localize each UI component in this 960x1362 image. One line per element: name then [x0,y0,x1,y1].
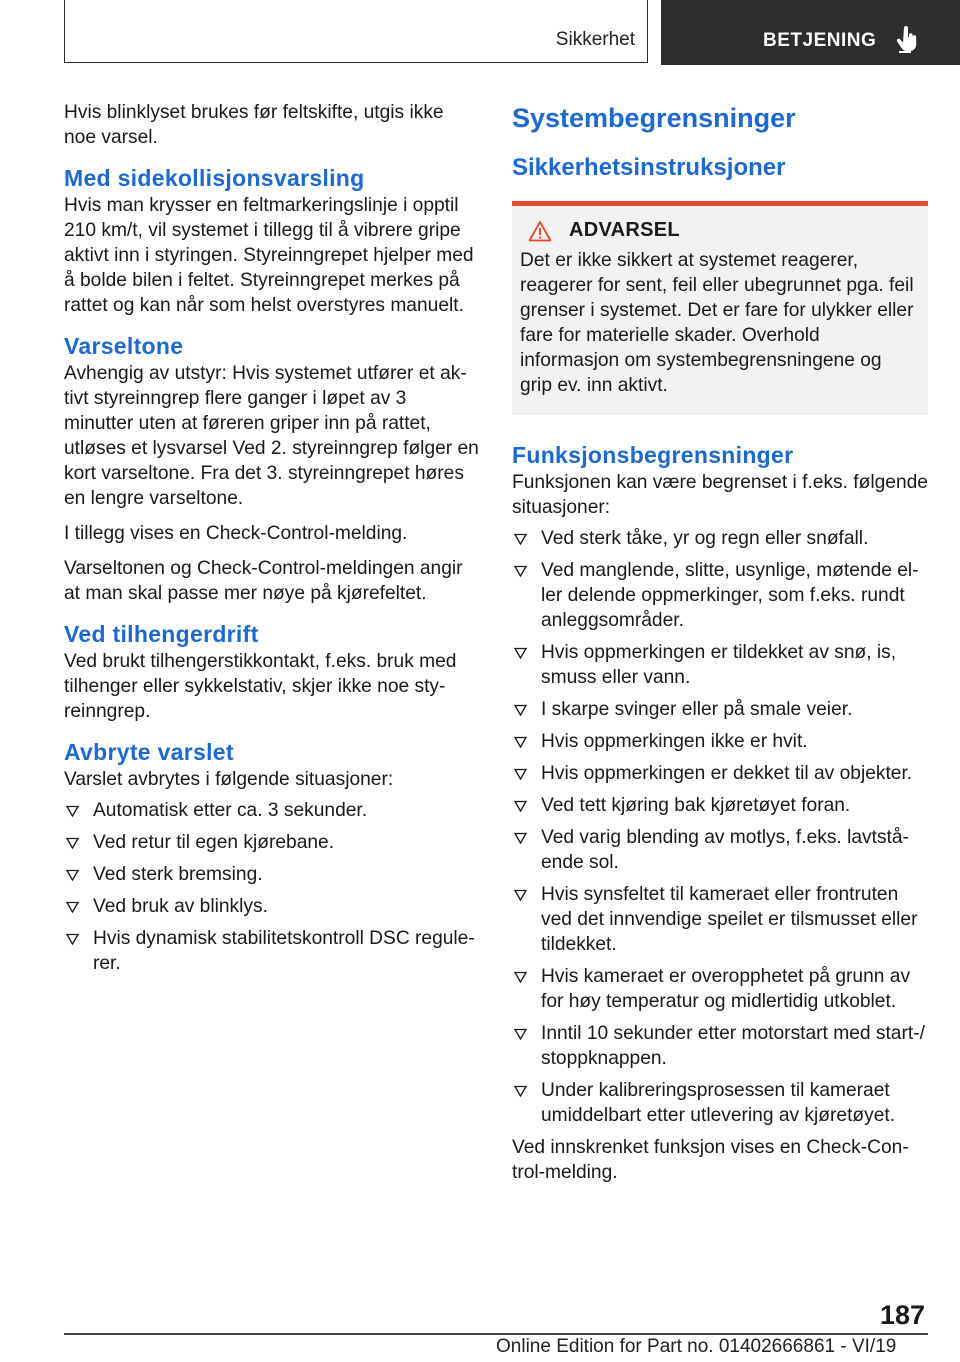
list-item [64,798,480,823]
list-item-text: Ved manglende, slitte, usynlige, møtende eller delende oppmerkinger, som f.eks. rundt anleggsområder. [541,560,919,631]
body-paragraph: Funksjonen kan være begrenset i f.eks. følgende situasjoner: [512,472,928,518]
triangle-bullet-icon [514,1028,527,1040]
list-item [512,558,928,633]
warning-header [528,219,918,242]
list-item [512,1021,928,1071]
list-item [64,926,480,976]
triangle-bullet-icon [66,805,79,817]
warning-triangle-icon [528,220,552,242]
intro-paragraph: Hvis blinklyset brukes før feltskifte, utgis ikke noe varsel. [64,102,444,148]
list-item [512,761,928,786]
list-item [64,894,480,919]
list-item [512,793,928,818]
body-paragraph: Varseltonen og Check-Control-meldingen angir at man skal passe mer nøye på kjørefeltet. [64,558,463,604]
body-paragraph: Ved brukt tilhengerstikkontakt, f.eks. bruk med tilhenger eller sykkelstativ, skjer ikke noe styreinngrep. [64,651,457,722]
list-item [64,862,480,887]
triangle-bullet-icon [514,647,527,659]
list-item [512,1078,928,1128]
triangle-bullet-icon [66,901,79,913]
section-heading: Med sidekollisjonsvarsling [64,165,365,191]
warning-text: Det er ikke sikkert at systemet reagerer, reagerer for sent, feil eller ubegrunnet pga. feil grenser i systemet. Det er fare for ulykker eller fare for materielle skader. Overhold informasjon om systembegrensningene og grip ev. inn aktivt. [520,250,914,396]
list-item [512,697,928,722]
list-item-text: Hvis synsfeltet til kameraet eller frontruten ved det innvendige speilet er tilsmusset eller tildekket. [541,884,918,955]
section-heading: Varseltone [64,333,184,359]
list-item [512,729,928,754]
footer-divider [64,1333,928,1335]
list-item [512,825,928,875]
list-item-text: Hvis oppmerkingen ikke er hvit. [541,731,808,752]
triangle-bullet-icon [514,832,527,844]
triangle-bullet-icon [514,736,527,748]
section-heading: Avbryte varslet [64,739,234,765]
list-item [512,640,928,690]
list-item-text: Ved sterk tåke, yr og regn eller snøfall. [541,528,869,549]
triangle-bullet-icon [514,565,527,577]
page-title: Systembegrensninger [512,103,796,133]
list-item [512,882,928,957]
body-paragraph: I tillegg vises en Check-Control-melding. [64,523,408,544]
triangle-bullet-icon [514,533,527,545]
list-item-text: Ved varig blending av motlys, f.eks. lavtstående sol. [541,827,909,873]
left-column [64,100,480,983]
header-chapter-tab [661,0,960,65]
triangle-bullet-icon [66,869,79,881]
list-item-text: Ved retur til egen kjørebane. [93,832,335,853]
header-section-tab [64,0,648,63]
warning-label: ADVARSEL [569,219,680,241]
triangle-bullet-icon [514,889,527,901]
header-section-label: Sikkerhet [555,29,635,50]
list-item-text: Hvis kameraet er overopphetet på grunn av for høy temperatur og midlertidig utkoblet. [541,966,911,1012]
page-number: 187 [880,1300,926,1330]
footer-edition: Online Edition for Part no. 01402666861 - VI/19 [496,1336,897,1357]
bullet-list [64,798,480,976]
right-column [512,100,928,1185]
section-heading: Ved tilhengerdrift [64,621,259,647]
list-item [512,964,928,1014]
list-item-text: Hvis oppmerkingen er dekket til av objekter. [541,763,913,784]
list-item-text: Ved sterk bremsing. [93,864,263,885]
triangle-bullet-icon [514,971,527,983]
section-heading: Funksjonsbegrensninger [512,442,794,468]
triangle-bullet-icon [514,704,527,716]
list-item-text: I skarpe svinger eller på smale veier. [541,699,853,720]
triangle-bullet-icon [514,1085,527,1097]
list-item-text: Inntil 10 sekunder etter motorstart med start-/ stoppknappen. [541,1023,925,1069]
list-item-text: Hvis dynamisk stabilitetskontroll DSC regulerer. [93,928,475,974]
header-chapter-label: BETJENING [763,30,877,51]
list-item [64,830,480,855]
list-item [512,526,928,551]
list-item-text: Ved bruk av blinklys. [93,896,268,917]
list-item-text: Ved tett kjøring bak kjøretøyet foran. [541,795,851,816]
body-paragraph: Varslet avbrytes i følgende situasjoner: [64,769,394,790]
list-item-text: Automatisk etter ca. 3 sekunder. [93,800,368,821]
pointing-hand-icon [895,26,919,54]
bullet-list [512,526,928,1128]
triangle-bullet-icon [66,837,79,849]
triangle-bullet-icon [514,800,527,812]
list-item-text: Hvis oppmerkingen er tildekket av snø, is, smuss eller vann. [541,642,897,688]
body-paragraph: Ved innskrenket funksjon vises en Check-Control-melding. [512,1137,909,1183]
warning-box [512,201,928,415]
list-item-text: Under kalibreringsprosessen til kameraet umiddelbart etter utlevering av kjøretøyet. [541,1080,896,1126]
body-paragraph: Hvis man krysser en feltmarkeringslinje i opptil 210 km/t, vil systemet i tillegg til å vibrere gripe aktivt inn i styringen. Styreinngrepet hjelper med å bolde bilen i feltet. Styreinngrepet merkes på rattet og kan når som helst overstyres manuelt. [64,195,474,316]
body-paragraph: Avhengig av utstyr: Hvis systemet utfører et aktivt styreinngrep flere ganger i løpet av 3 minutter uten at føreren griper inn på rattet, utløses et lysvarsel Ved 2. styreinngrep følger en kort varseltone. Fra det 3. styreinngrepet høres en lengre varseltone. [64,363,479,509]
page-subtitle: Sikkerhetsinstruksjoner [512,154,786,181]
triangle-bullet-icon [66,933,79,945]
triangle-bullet-icon [514,768,527,780]
